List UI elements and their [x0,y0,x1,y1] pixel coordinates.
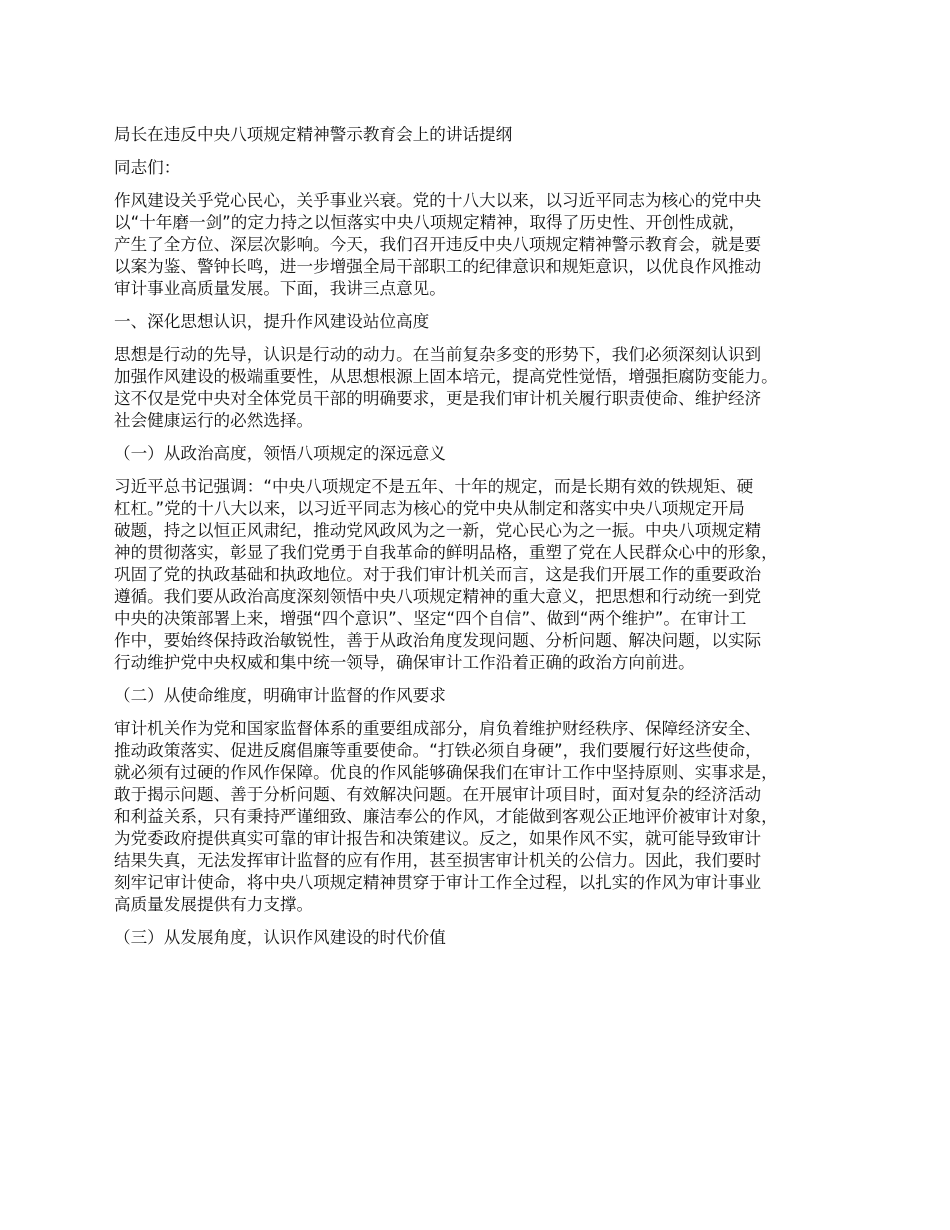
text-line: 审计事业高质量发展。下面，我讲三点意见。 [114,279,446,298]
section-heading: 一、深化思想认识，提升作风建设站位高度 [114,312,430,331]
subsection2-paragraph [114,718,858,916]
text-line: 作中，要始终保持政治敏锐性，善于从政治角度发现问题、分析问题、解决问题，以实际 [114,631,762,650]
subsection-heading: （一）从政治高度，领悟八项规定的深远意义 [114,444,446,463]
intro-paragraph [114,190,858,300]
text-line: 社会健康运行的必然选择。 [114,411,314,430]
text-line: 高质量发展提供有力支撑。 [114,895,314,914]
text-line: 遵循。我们要从政治高度深刻领悟中央八项规定精神的重大意义，把思想和行动统一到党 [114,587,762,606]
text-line: 杠杠。”党的十八大以来，以习近平同志为核心的党中央从制定和落实中央八项规定开局 [114,499,745,518]
text-line: 审计机关作为党和国家监督体系的重要组成部分，肩负着维护财经秩序、保障经济安全、 [114,719,762,738]
document-title: 局长在违反中央八项规定精神警示教育会上的讲话提纲 [114,125,513,144]
text-line: 刻牢记审计使命，将中央八项规定精神贯穿于审计工作全过程，以扎实的作风为审计事业 [114,873,762,892]
text-line: 以“十年磨一剑”的定力持之以恒落实中央八项规定精神，取得了历史性、开创性成就， [114,213,746,232]
text-line: 加强作风建设的极端重要性，从思想根源上固本培元，提高党性觉悟，增强拒腐防变能力。 [114,367,778,386]
text-line: 中央的决策部署上来，增强“四个意识”、坚定“四个自信”、做到“两个维护”。在审计工 [114,609,747,628]
subsection1-paragraph [114,476,858,674]
text-line: 破题，持之以恒正风肃纪，推动党风政风为之一新，党心民心为之一振。中央八项规定精 [114,521,762,540]
section1-paragraph [114,344,858,432]
text-line: 敢于揭示问题、善于分析问题、有效解决问题。在开展审计项目时，面对复杂的经济活动 [114,785,762,804]
text-line: 产生了全方位、深层次影响。今天，我们召开违反中央八项规定精神警示教育会，就是要 [114,235,762,254]
text-line: 行动维护党中央权威和集中统一领导，确保审计工作沿着正确的政治方向前进。 [114,653,695,672]
text-line: 为党委政府提供真实可靠的审计报告和决策建议。反之，如果作风不实，就可能导致审计 [114,829,762,848]
text-line: 和利益关系，只有秉持严谨细致、廉洁奉公的作风，才能做到客观公正地评价被审计对象， [114,807,778,826]
text-line: 就必须有过硬的作风作保障。优良的作风能够确保我们在审计工作中坚持原则、实事求是， [114,763,778,782]
text-line: 结果失真，无法发挥审计监督的应有作用，甚至损害审计机关的公信力。因此，我们要时 [114,851,762,870]
document-page [114,124,858,960]
text-line: 推动政策落实、促进反腐倡廉等重要使命。“打铁必须自身硬”，我们要履行好这些使命， [114,741,762,760]
text-line: 作风建设关乎党心民心，关乎事业兴衰。党的十八大以来，以习近平同志为核心的党中央 [114,191,762,210]
text-line: 神的贯彻落实，彰显了我们党勇于自我革命的鲜明品格，重塑了党在人民群众心中的形象， [114,543,778,562]
subsection-heading: （二）从使命维度，明确审计监督的作风要求 [114,686,446,705]
text-line: 巩固了党的执政基础和执政地位。对于我们审计机关而言，这是我们开展工作的重要政治 [114,565,762,584]
text-line: 以案为鉴、警钟长鸣，进一步增强全局干部职工的纪律意识和规矩意识，以优良作风推动 [114,257,762,276]
text-line: 这不仅是党中央对全体党员干部的明确要求，更是我们审计机关履行职责使命、维护经济 [114,389,762,408]
text-line: 习近平总书记强调：“中央八项规定不是五年、十年的规定，而是长期有效的铁规矩、硬 [114,477,754,496]
salutation: 同志们： [114,158,181,177]
subsection-heading: （三）从发展角度，认识作风建设的时代价值 [114,928,446,947]
text-line: 思想是行动的先导，认识是行动的动力。在当前复杂多变的形势下，我们必须深刻认识到 [114,345,762,364]
